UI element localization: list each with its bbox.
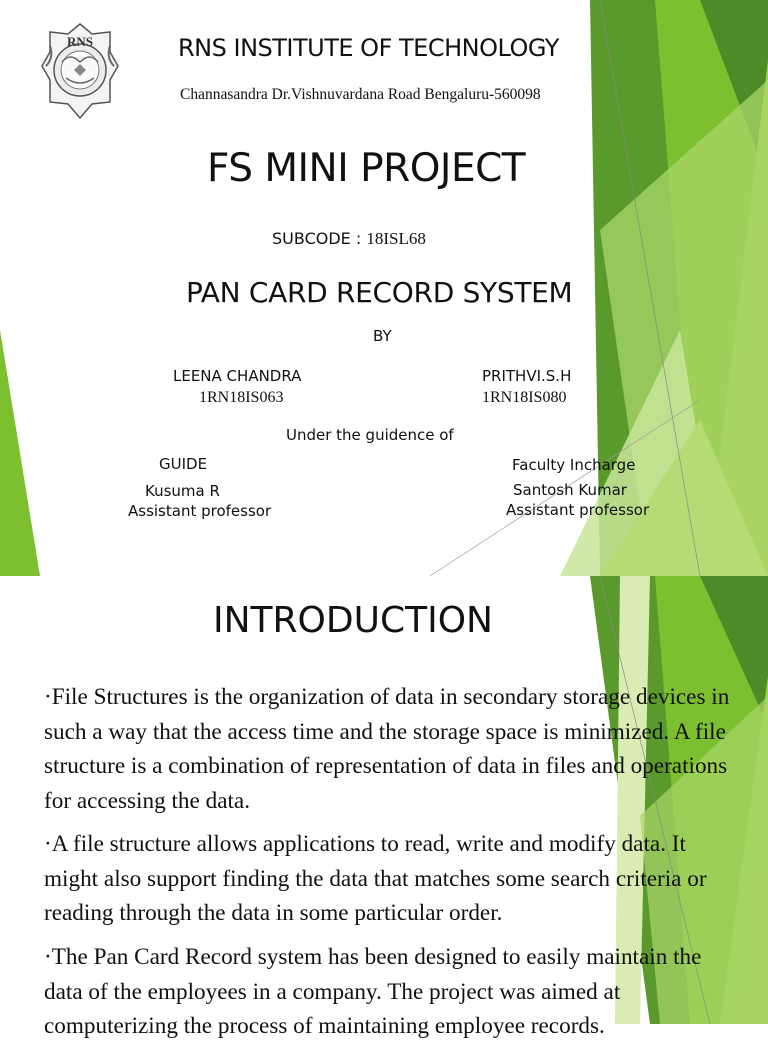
guide-designation: Assistant professor bbox=[128, 502, 272, 520]
intro-paragraph: ·File Structures is the organization of data in secondary storage devices in such a way that the access time and the storage space is minimized. A file structure is a combination of representation of data in files and operations for accessing the data. bbox=[44, 684, 730, 814]
introduction-slide bbox=[0, 576, 768, 1039]
guidance-text: Under the guidence of bbox=[286, 426, 454, 444]
by-label: BY bbox=[373, 327, 392, 345]
student-usn: 1RN18IS080 bbox=[482, 389, 567, 406]
intro-paragraph: ·A file structure allows applications to read, write and modify data. It might also support finding the data that matches some search criteria or reading through the data in some particular order. bbox=[44, 831, 707, 926]
subcode-label: SUBCODE : bbox=[272, 229, 367, 248]
student-name: LEENA CHANDRA bbox=[173, 367, 302, 385]
institute-logo bbox=[40, 22, 120, 130]
guide-name: Kusuma R bbox=[145, 482, 220, 500]
guide-label: GUIDE bbox=[159, 455, 208, 473]
logo-text: RNS bbox=[67, 34, 94, 49]
slide-title: INTRODUCTION bbox=[213, 600, 493, 641]
institute-name: RNS INSTITUTE OF TECHNOLOGY bbox=[178, 34, 559, 62]
subject-code bbox=[272, 229, 426, 249]
faculty-name: Santosh Kumar bbox=[513, 481, 627, 499]
intro-paragraph: ·The Pan Card Record system has been designed to easily maintain the data of the employees in a company. The project was aimed at computerizing the process of maintaining employee records. bbox=[44, 944, 702, 1039]
student-name: PRITHVI.S.H bbox=[482, 367, 572, 385]
faculty-label: Faculty Incharge bbox=[512, 456, 636, 474]
system-title: PAN CARD RECORD SYSTEM bbox=[186, 276, 573, 309]
faculty-designation: Assistant professor bbox=[506, 501, 650, 519]
student-usn: 1RN18IS063 bbox=[199, 389, 284, 406]
project-title: FS MINI PROJECT bbox=[207, 146, 526, 191]
subcode-value: 18ISL68 bbox=[366, 229, 426, 248]
institute-address: Channasandra Dr.Vishnuvardana Road Bengaluru-560098 bbox=[180, 86, 541, 103]
